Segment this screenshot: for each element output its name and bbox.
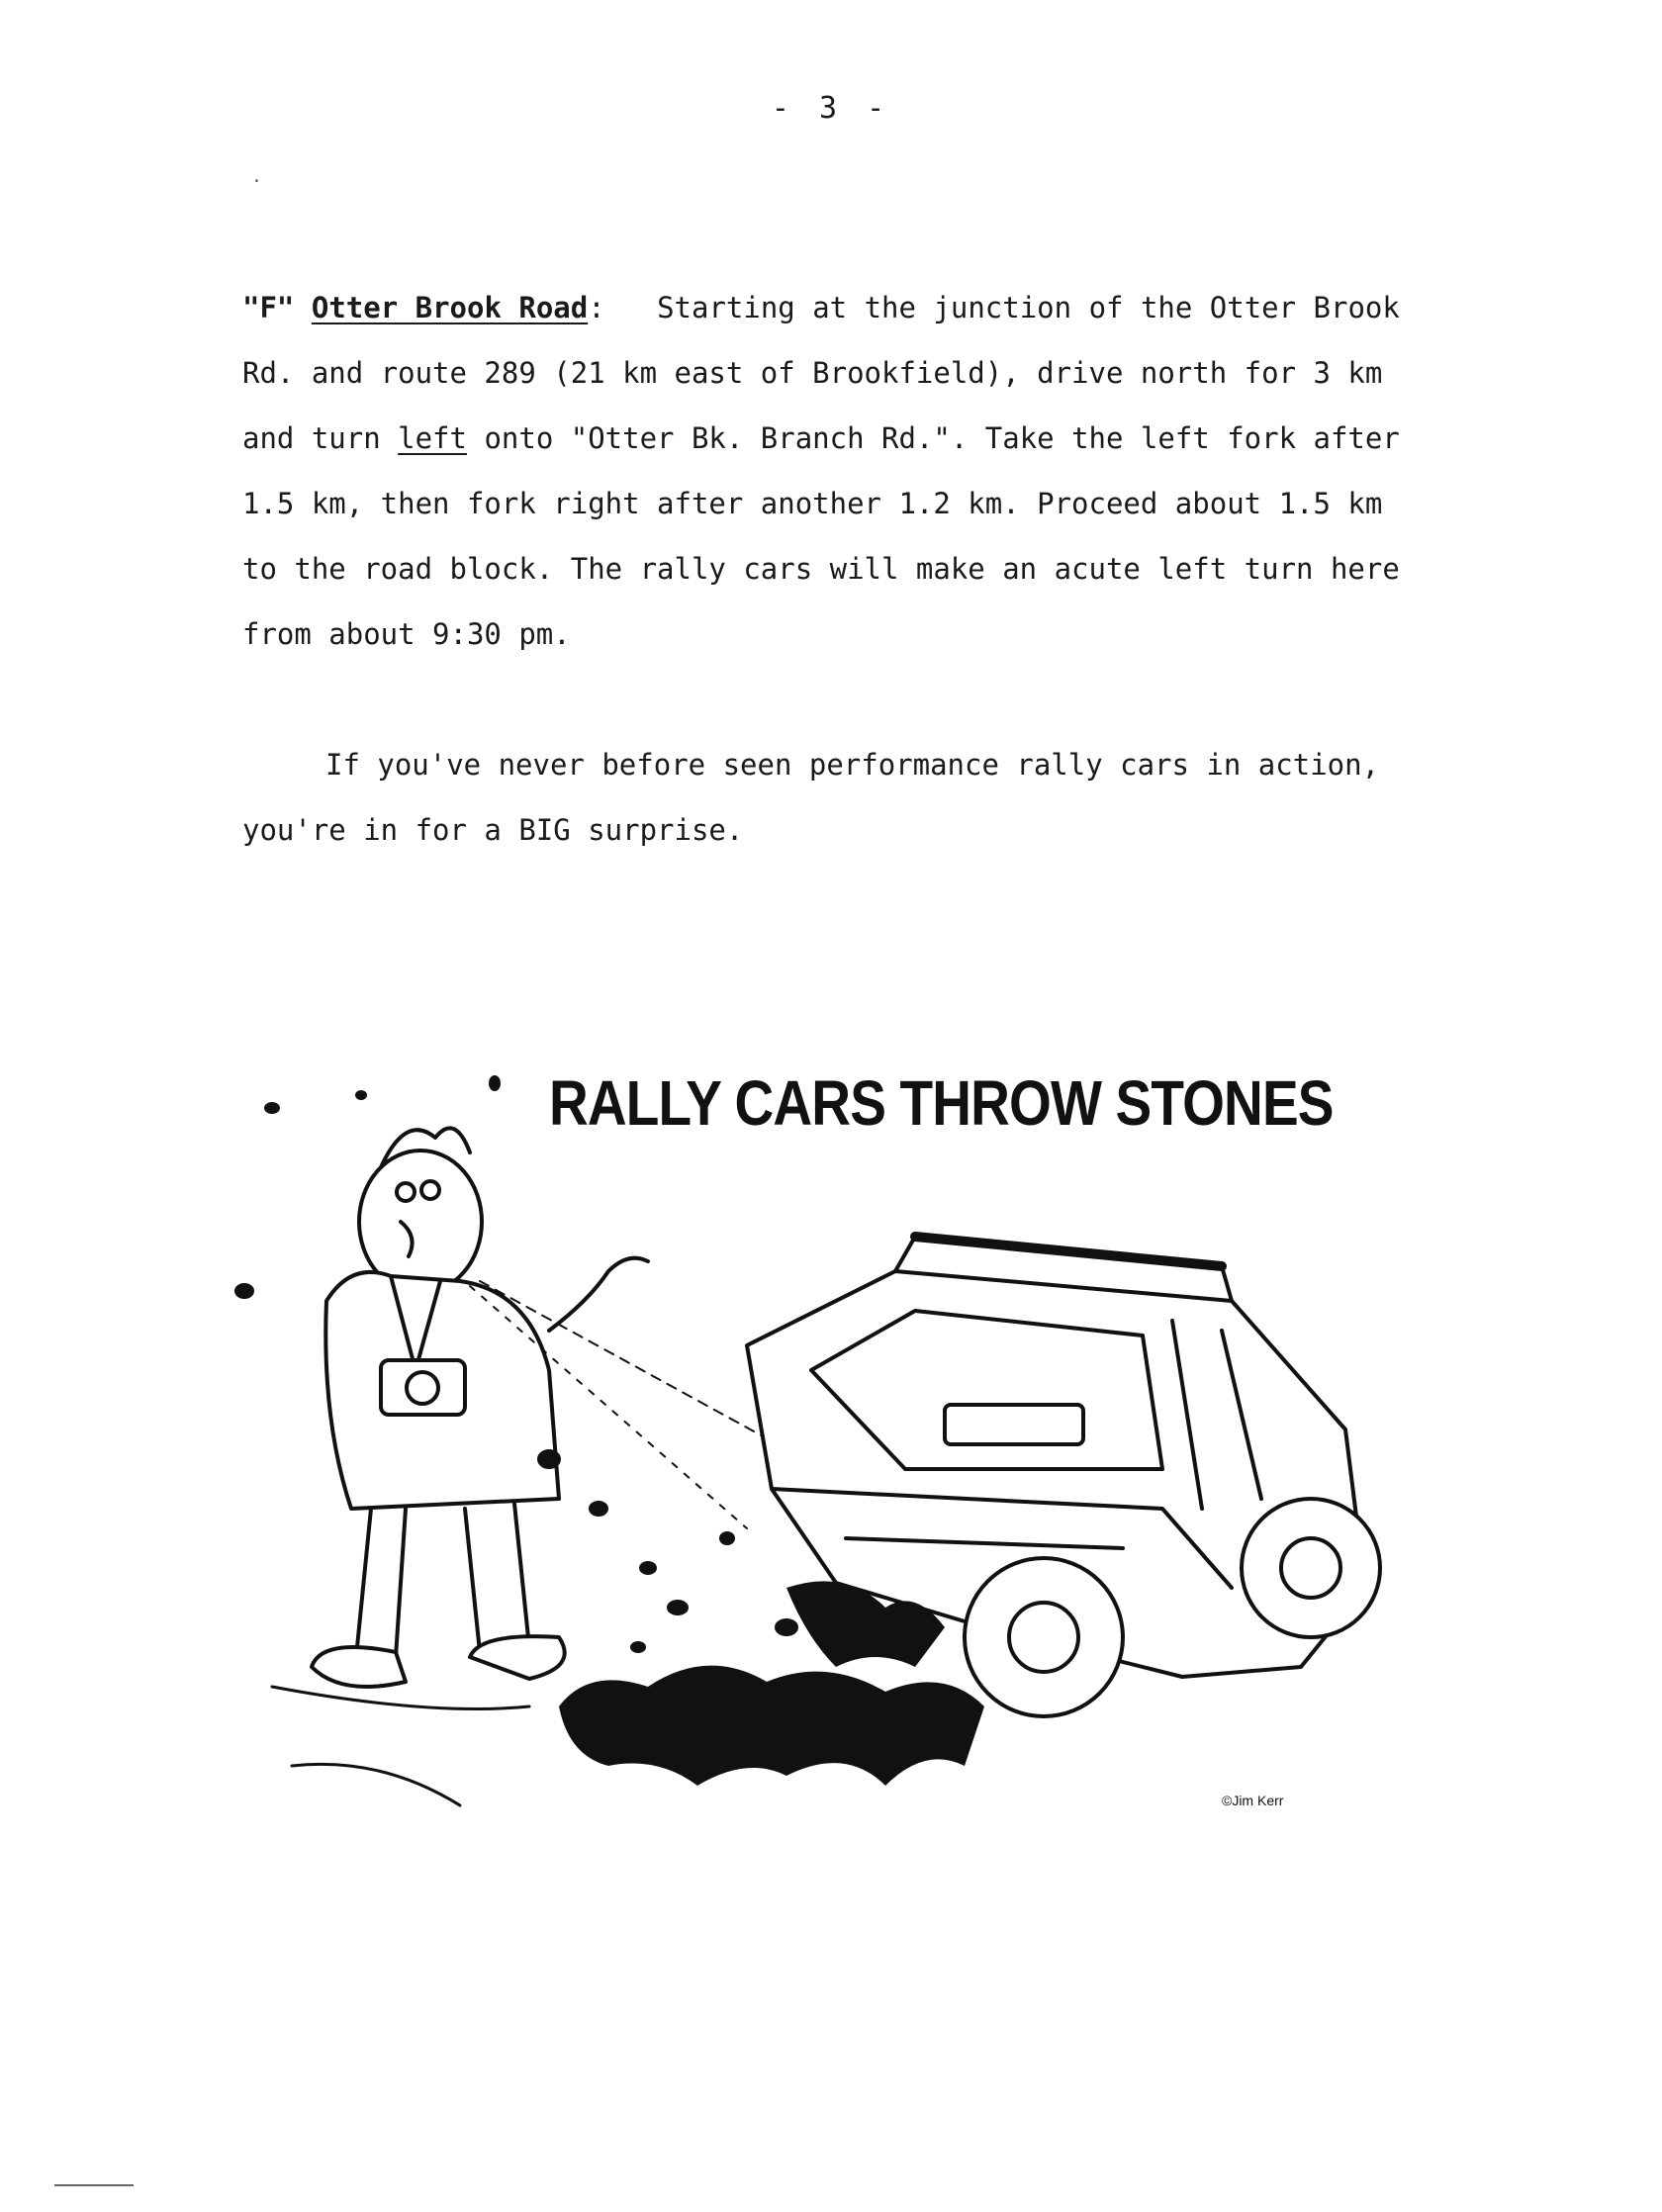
- section-f-directions: [242, 275, 1410, 667]
- section-f-line-3-end: onto "Otter Bk. Branch Rd.". Take the left fork after: [466, 421, 1400, 455]
- road-name-colon: :: [588, 291, 605, 324]
- closing-line-2: you're in for a BIG surprise.: [242, 813, 744, 847]
- closing-paragraph: [242, 732, 1410, 863]
- dirt-splash: [559, 1581, 984, 1786]
- section-f-line-6: from about 9:30 pm.: [242, 617, 571, 651]
- page-number: - 3 -: [771, 91, 891, 126]
- rally-cartoon-illustration: [232, 1073, 1459, 1825]
- road-name: Otter Brook Road: [311, 291, 589, 324]
- section-f-line-3-start: and turn: [242, 421, 399, 455]
- section-label: "F": [242, 291, 295, 324]
- spectator-figure: [312, 1128, 648, 1687]
- illustration-signature: ©Jim Kerr: [1222, 1793, 1284, 1808]
- section-f-line-5: to the road block. The rally cars will make an acute left turn here: [242, 552, 1400, 586]
- section-f-line-2: Rd. and route 289 (21 km east of Brookfield), drive north for 3 km: [242, 356, 1383, 390]
- illustration-title: RALLY CARS THROW STONES: [549, 1067, 1334, 1139]
- section-f-line-4: 1.5 km, then fork right after another 1.2 km. Proceed about 1.5 km: [242, 487, 1383, 520]
- section-f-line-1: [242, 275, 1410, 340]
- closing-line-1: If you've never before seen performance rally cars in action,: [325, 748, 1380, 782]
- section-f-line-1-text: Starting at the junction of the Otter Brook: [657, 291, 1400, 324]
- section-f-line-3: [242, 406, 1410, 471]
- stray-mark: .: [251, 166, 262, 187]
- footer-rule: [54, 2184, 134, 2186]
- turn-direction: left: [398, 421, 467, 455]
